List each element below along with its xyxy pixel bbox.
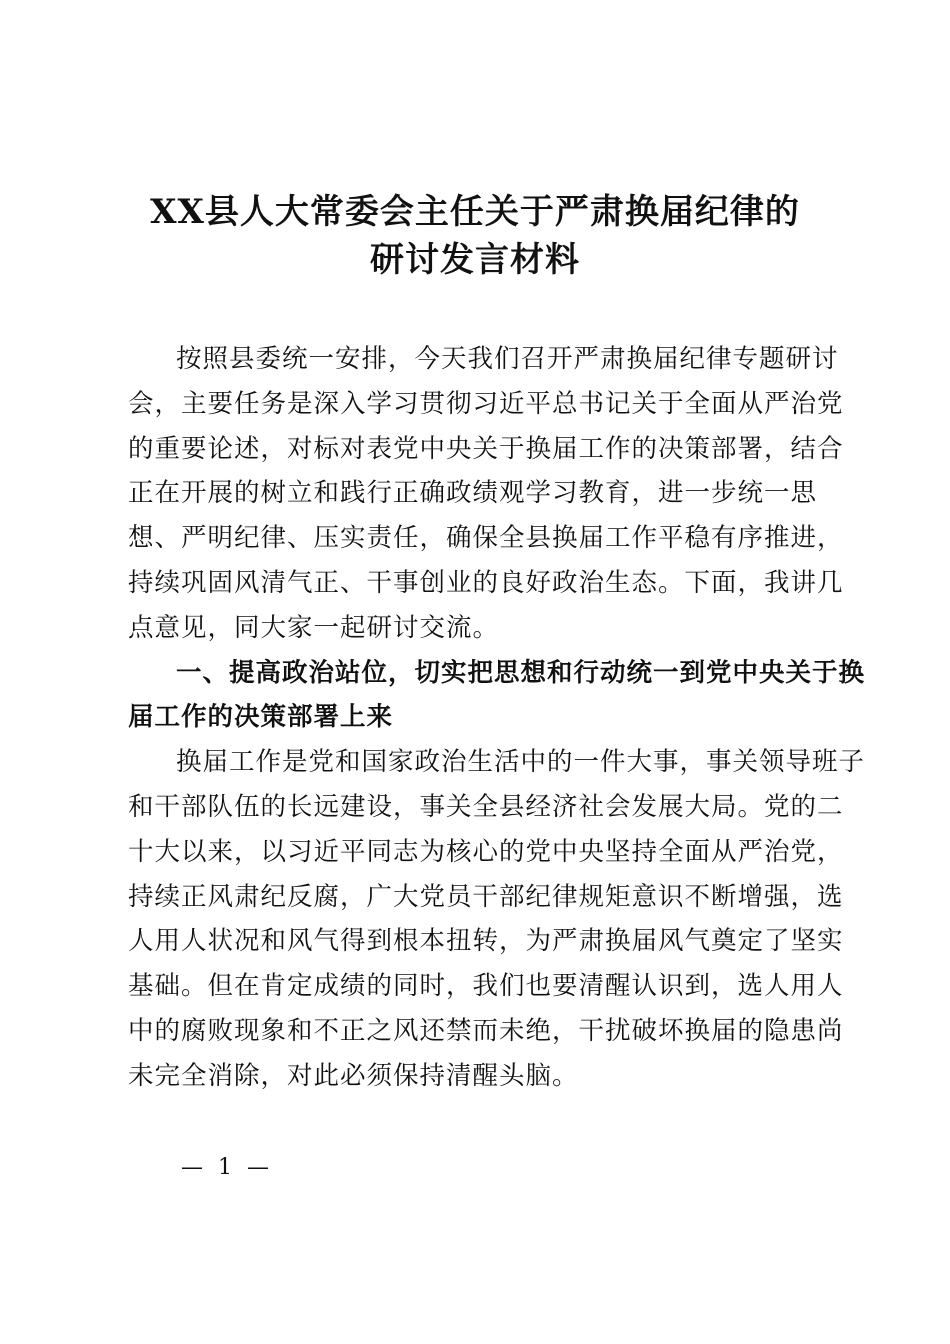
page-number: — 1 — bbox=[181, 1155, 273, 1180]
paragraph-2-line: 基础。但在肯定成绩的同时，我们也要清醒认识到，选人用人 bbox=[128, 971, 844, 1002]
paragraph-1-line: 点意见，同大家一起研讨交流。 bbox=[128, 612, 500, 643]
paragraph-2-line: 持续正风肃纪反腐，广大党员干部纪律规矩意识不断增强，选 bbox=[128, 881, 844, 912]
section-heading-line: 届工作的决策部署上来 bbox=[128, 702, 394, 733]
paragraph-1-line: 会，主要任务是深入学习贯彻习近平总书记关于全面从严治党 bbox=[128, 388, 844, 419]
paragraph-1-line: 正在开展的树立和践行正确政绩观学习教育，进一步统一思 bbox=[128, 478, 818, 509]
paragraph-2-line: 未完全消除，对此必须保持清醒头脑。 bbox=[128, 1060, 579, 1091]
paragraph-2-line: 和干部队伍的长远建设，事关全县经济社会发展大局。党的二 bbox=[128, 791, 844, 822]
paragraph-2-line: 人用人状况和风气得到根本扭转，为严肃换届风气奠定了坚实 bbox=[128, 926, 844, 957]
paragraph-2-line: 换届工作是党和国家政治生活中的一件大事，事关领导班子 bbox=[176, 747, 866, 778]
section-heading-line: 一、提高政治站位，切实把思想和行动统一到党中央关于换 bbox=[176, 657, 866, 688]
body-content bbox=[128, 337, 866, 1099]
document-title-line-1: XX县人大常委会主任关于严肃换届纪律的 bbox=[150, 192, 800, 232]
document-title-line-2: 研讨发言材料 bbox=[370, 240, 580, 280]
paragraph-2-line: 中的腐败现象和不正之风还禁而未绝，干扰破坏换届的隐患尚 bbox=[128, 1015, 844, 1046]
paragraph-1-line: 的重要论述，对标对表党中央关于换届工作的决策部署，结合 bbox=[128, 433, 844, 464]
paragraph-2-line: 十大以来，以习近平同志为核心的党中央坚持全面从严治党， bbox=[128, 836, 844, 867]
paragraph-1-line: 按照县委统一安排，今天我们召开严肃换届纪律专题研讨 bbox=[176, 344, 839, 374]
paragraph-1-line: 想、严明纪律、压实责任，确保全县换届工作平稳有序推进， bbox=[128, 523, 844, 554]
paragraph-1-line: 持续巩固风清气正、干事创业的良好政治生态。下面，我讲几 bbox=[128, 567, 844, 598]
